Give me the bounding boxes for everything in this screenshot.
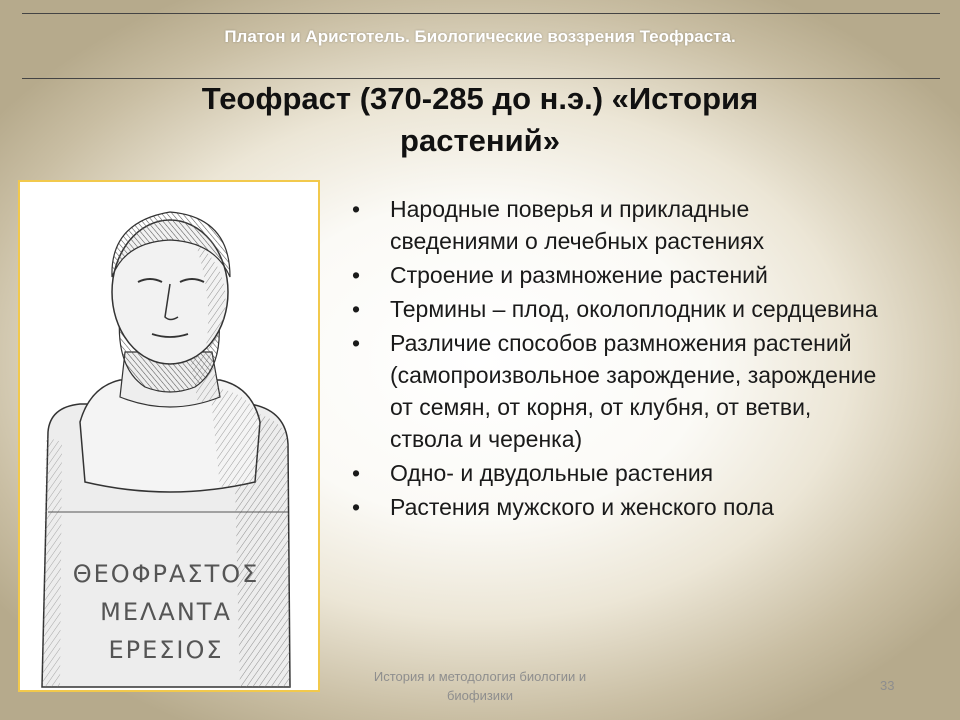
bullet-item: • Одно- и двудольные растения	[352, 457, 882, 489]
footer-course-line1: История и методология биологии и	[373, 669, 587, 684]
top-divider	[22, 13, 940, 14]
footer-course-title	[350, 667, 610, 705]
bullet-list	[352, 193, 882, 525]
bullet-item: • Народные поверья и прикладные сведениями о лечебных растениях	[352, 193, 882, 257]
slide-title	[130, 78, 830, 162]
slide-title-line1: Теофраст (370-285 до н.э.) «История	[201, 81, 759, 116]
inscription-line2: ΜΕΛΑΝΤΑ	[100, 598, 232, 626]
bullet-item: • Строение и размножение растений	[352, 259, 882, 291]
slide-title-line2: растений»	[400, 123, 560, 158]
inscription-line1: ΘΕΟΦΡΑΣΤΟΣ	[72, 560, 260, 588]
header-title: Платон и Аристотель. Биологические воззрения Теофраста.	[224, 27, 736, 46]
inscription-line3: ΕΡΕΣΙΟΣ	[108, 636, 224, 664]
bullet-item: • Различие способов размножения растений (самопроизвольное зарождение, зарождение от семян, от корня, от клубня, от ветви, ствола и черенка)	[352, 327, 882, 455]
bust-illustration	[20, 182, 318, 690]
footer-course-line2: биофизики	[446, 688, 514, 703]
portrait-image	[18, 180, 320, 692]
bullet-item: • Растения мужского и женского пола	[352, 491, 882, 523]
page-number: 33	[880, 678, 895, 693]
bullet-item: • Термины – плод, околоплодник и сердцевина	[352, 293, 882, 325]
